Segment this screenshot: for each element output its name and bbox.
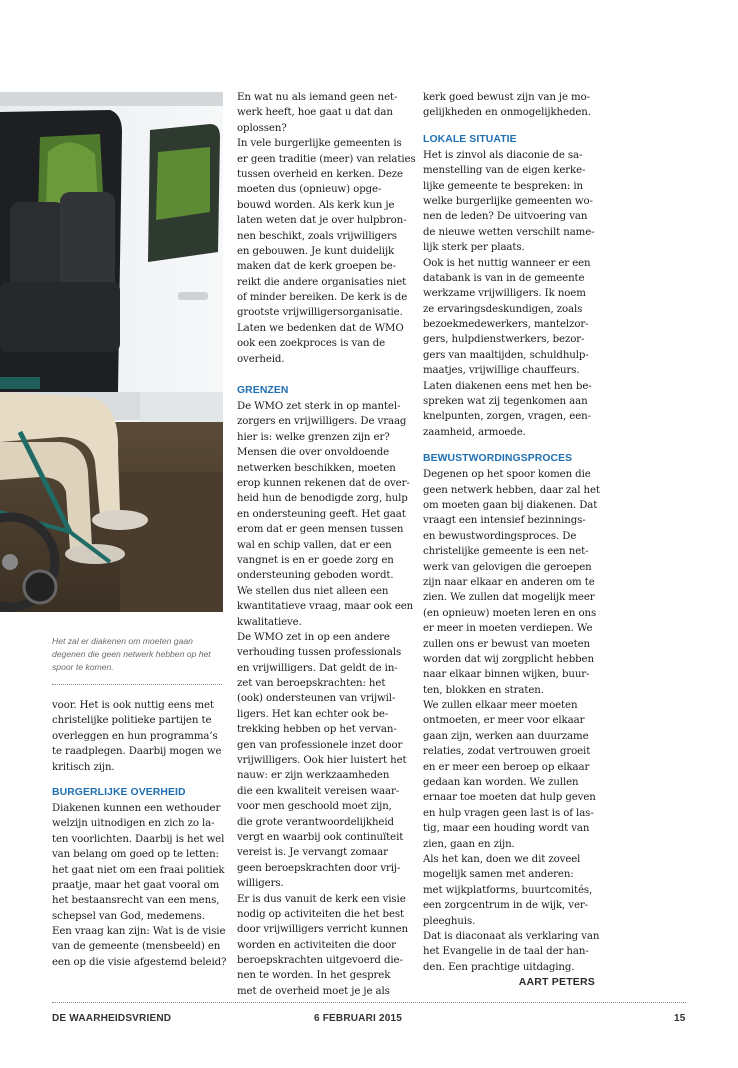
text-line: schepsel van God, medemens. [52,910,205,922]
text-line: Laten we bedenken dat de WMO [237,322,404,334]
text-line: kerk goed bewust zijn van je mo- [423,92,590,103]
text-line: nen beschikt, zoals vrijwilligers [237,230,397,242]
text-line: willigers. [237,878,284,890]
text-line: een op die visie afgestemd beleid? [52,956,227,968]
text-line: te raadplegen. Daarbij mogen we [52,746,222,758]
text-line: voor men geschoold moet zijn, [237,801,392,813]
text-line: naar elkaar binnen wijken, buur- [423,669,590,681]
text-line: erop kunnen rekenen dat de over- [237,477,410,489]
text-line: zet van beroepskrachten: het [237,678,386,690]
text-line: zullen ons er bewust van moeten [423,638,590,650]
caption-divider [52,684,222,685]
text-line: Er is dus vanuit de kerk een visie [237,893,406,905]
text-line: tig, maar een houding wordt van [423,823,590,835]
column-2 [237,90,416,999]
text-line: met de overheid moet je je als [237,985,390,997]
text-line: ligers. Het kan echter ook be- [237,708,389,720]
text-line: worden en activiteiten die door [237,939,396,951]
text-line: lijk sterk per plaats. [423,242,525,254]
footer-magazine-name: DE WAARHEIDSVRIEND [52,1013,172,1024]
text-line: vangnet is en er goede zorg en [237,554,394,566]
text-line: kwalitatieve. [237,616,302,628]
text-line: Diakenen kunnen een wethouder [52,802,221,814]
text-line: Laten diakenen eens met hen be- [423,380,592,392]
text-line: den. Een prachtige uitdaging. [423,961,575,973]
text-line: Dat is diaconaat als verklaring van [423,930,600,942]
text-line: verhouding tussen professionals [237,647,402,659]
text-line: reikt die andere organisaties niet [237,276,407,288]
text-line: Als het kan, doen we dit zoveel [423,853,581,865]
text-line: gedaan kan worden. We zullen [423,777,579,789]
text-line: databank is van in de gemeente [423,272,585,284]
text-line: nen de leden? De uitvoering van [423,211,588,223]
text-line: En wat nu als iemand geen net- [237,92,398,103]
caption-line: spoor te komen. [52,661,114,672]
text-line: van belang om goed op te letten: [52,849,219,861]
text-line: maatjes, vrijwillige chauffeurs. [423,365,580,377]
text-line: werkzame vrijwilligers. Ik noem [423,288,586,300]
text-line: een zorgcentrum in de wijk, ver- [423,900,588,912]
text-line: bezoekmedewerkers, mantelzor- [423,319,589,331]
text-line: Degenen op het spoor komen die [423,469,591,481]
text-line: werk van gelovigen die geroepen [423,561,592,573]
text-line: en bewustwordingsproces. De [423,530,577,542]
article-author: AART PETERS [518,976,595,989]
text-line: ten, blokken en straten. [423,684,544,696]
text-line: het Evangelie in de taal der han- [423,946,589,958]
text-line: met wijkplatforms, buurtcomités, [423,884,593,896]
text-line: van de gemeente (mensbeeld) en [52,941,221,953]
text-line: ondersteuning geboden wordt. [237,570,394,582]
text-line: om moeten gaan bij diakenen. Dat [423,499,598,511]
text-line: welzijn uitnodigen en zich zo la- [52,818,215,830]
text-line: We stellen dus niet alleen een [237,585,389,597]
text-line: geen beroepskrachten door vrij- [237,862,401,874]
heading-bewustwordingsproces: BEWUSTWORDINGSPROCES [423,453,573,465]
column-1 [52,698,227,970]
text-line: kritisch zijn. [52,761,115,773]
text-line: zien. We zullen dat mogelijk meer [423,592,595,604]
text-line: gaan zijn, werken aan duurzame [423,730,589,742]
text-line: grootste vrijwilligersorganisatie. [237,307,403,319]
text-line: en gebouwen. Je kunt duidelijk [237,245,395,257]
text-line: en er meer een beroep op elkaar [423,761,590,773]
footer-divider [52,1002,686,1003]
photo-caption [52,635,222,673]
text-line: De WMO zet in op een andere [237,631,390,643]
article-photo [0,92,223,612]
column-3 [423,90,600,991]
text-line: beroepskrachten uitgevoerd die- [237,955,403,967]
text-line: voor. Het is ook nuttig eens met [52,700,214,711]
text-line: pleeghuis. [423,915,476,927]
text-line: of minder bereiken. De kerk is de [237,292,408,304]
text-line: die een kwaliteit vereisen waar- [237,785,400,797]
text-line: relaties, zodat vertrouwen groeit [423,746,591,758]
text-line: nauw: er zijn werkzaamheden [237,770,390,782]
text-line: nen te worden. In het gesprek [237,970,391,982]
text-line: De WMO zet sterk in op mantel- [237,401,401,413]
text-line: werk heeft, hoe gaat u dat dan [237,107,393,119]
text-line: die grote verantwoordelijkheid [237,816,394,828]
text-line: maken dat de kerk groepen be- [237,261,396,273]
text-line: (ook) ondersteunen van vrijwil- [237,693,396,705]
text-line: vereist is. Je vervangt zomaar [237,847,388,859]
text-line: ten voorlichten. Daarbij is het wel [52,833,225,845]
text-line: nodig op activiteiten die het best [237,908,405,920]
text-line: ook een zoekproces is van de [237,338,386,350]
text-line: mogelijk samen met anderen: [423,869,574,881]
text-line: gen van professionele inzet door [237,739,403,751]
text-line: zaamheid, armoede. [423,426,526,438]
text-line: hier is: welke grenzen zijn er? [237,431,390,443]
text-line: gers, hulpdienstwerkers, bezor- [423,334,585,346]
text-line: netwerken beschikken, moeten [237,462,396,474]
text-line: vraagt een intensief bezinnings- [423,515,586,527]
text-line: vrijwilligers. Ook hier luistert het [237,755,407,767]
text-line: lijke gemeente te bespreken: in [423,180,584,192]
text-line: er geen traditie (meer) van relaties [237,153,416,165]
caption-line: Het zal er diakenen om moeten gaan [52,636,193,646]
heading-grenzen: GRENZEN [237,385,289,397]
text-line: gers van maaltijden, schuldhulp- [423,349,589,361]
text-line: de nieuwe wetten verschilt name- [423,226,595,238]
text-line: In vele burgerlijke gemeenten is [237,138,402,150]
text-line: praatje, maar het gaat vooral om [52,879,220,891]
text-line: (en opnieuw) moeten leren en ons [423,607,597,619]
text-line: zorgers en vrijwilligers. De vraag [237,416,407,428]
text-line: zien, gaan en zijn. [423,838,515,850]
text-line: ze ervaringsdeskundigen, zoals [423,303,583,315]
text-line: oplossen? [237,122,287,134]
footer-page-number: 15 [674,1013,686,1024]
text-line: overleggen en hun programma’s [52,730,218,742]
text-line: heid hun de benodigde zorg, hulp [237,493,408,505]
text-line: welke burgerlijke gemeenten wo- [423,195,593,207]
text-line: knelpunten, zorgen, vragen, een- [423,411,591,423]
text-line: bouwd worden. Als kerk kun je [237,199,395,211]
text-line: christelijke politieke partijen te [52,715,212,727]
text-line: spreken wat zij tegenkomen aan [423,396,588,408]
text-line: laten weten dat je over hulpbron- [237,215,407,227]
footer-date: 6 FEBRUARI 2015 [314,1013,403,1024]
text-line: overheid. [237,353,285,365]
text-line: kwantitatieve vraag, maar ook een [237,601,414,613]
caption-line: degenen die geen netwerk hebben op het [52,648,211,659]
text-line: worden dat wij zorgplicht hebben [423,653,594,665]
heading-burgerlijke-overheid: BURGERLIJKE OVERHEID [52,786,186,798]
text-line: erom dat er geen mensen tussen [237,524,404,536]
text-line: en vrijwilligers. Dat geldt de in- [237,662,398,674]
text-line: Het is zinvol als diaconie de sa- [423,149,583,161]
text-line: zijn naar elkaar en anderen om te [423,576,595,588]
text-line: ernaar toe moeten dat hulp geven [423,792,596,804]
text-line: tussen overheid en kerken. Deze [237,168,403,180]
text-line: door vrijwilligers verricht kunnen [237,924,409,936]
text-line: gelijkheden en onmogelijkheden. [423,107,591,119]
text-line: trekking hebben op het vervan- [237,724,397,736]
text-line: geen netwerk hebben, daar zal het [423,484,600,496]
text-line: We zullen elkaar meer moeten [423,700,578,712]
heading-lokale-situatie: LOKALE SITUATIE [423,133,517,145]
text-line: wal en schip vallen, dat er een [237,539,392,551]
text-line: ontmoeten, er meer voor elkaar [423,715,585,727]
text-line: het gaat niet om een fraai politiek [52,864,225,876]
text-line: er meer in moeten verdiepen. We [423,623,593,635]
text-line: en hulp vragen geen last is of las- [423,807,594,819]
text-line: menstelling van de eigen kerke- [423,165,586,177]
text-line: en ondersteuning geeft. Het gaat [237,508,406,520]
text-line: Een vraag kan zijn: Wat is de visie [52,926,226,938]
text-line: Ook is het nuttig wanneer er een [423,257,591,269]
text-line: moeten dus (opnieuw) opge- [237,184,382,196]
wheelchair-van-photo-icon [0,92,223,612]
text-line: vergt en waarbij ook continuïteit [237,831,404,843]
text-line: het bestaansrecht van een mens, [52,895,220,907]
text-line: Mensen die over onvoldoende [237,447,390,459]
text-line: christelijke gemeente is een net- [423,546,589,558]
